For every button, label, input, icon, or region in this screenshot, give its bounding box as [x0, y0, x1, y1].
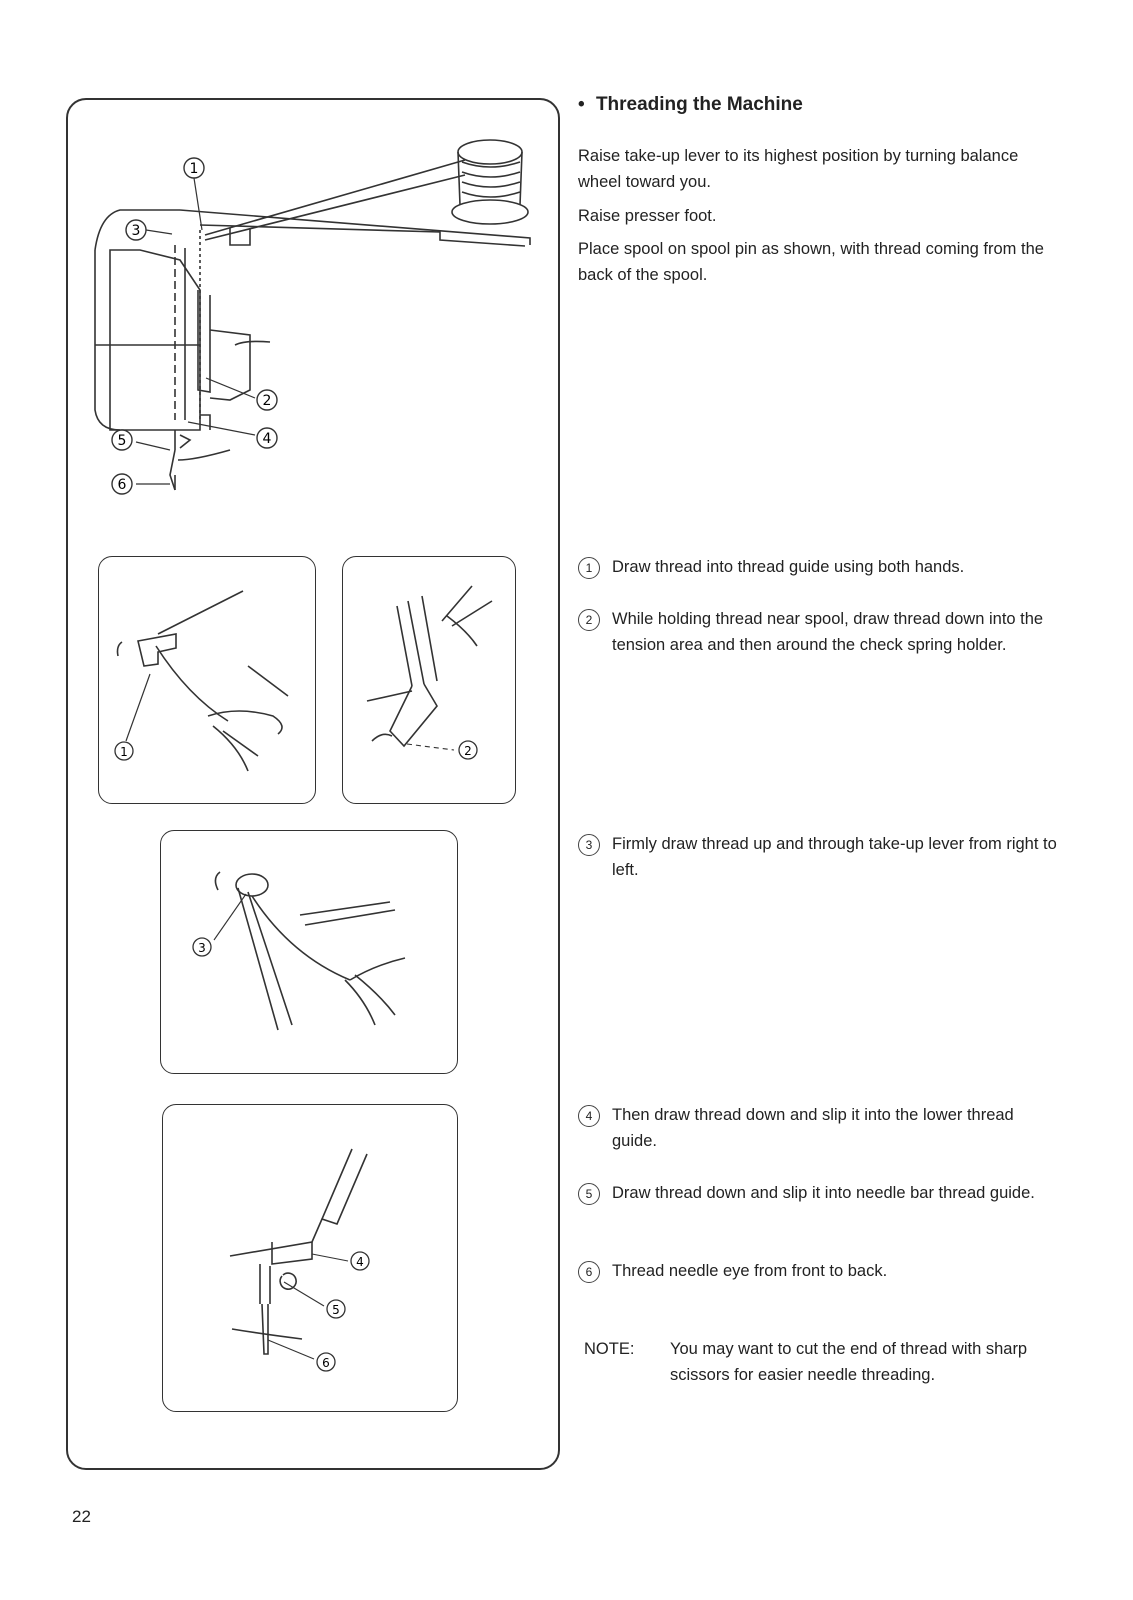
- intro-paragraph-1: Raise take-up lever to its highest position by turning balance wheel toward you.: [578, 147, 1019, 191]
- heading-title: Threading the Machine: [595, 94, 803, 115]
- step-6-number: 6: [578, 1261, 600, 1283]
- step-5-text: Draw thread down and slip it into needle bar thread guide.: [612, 1184, 1035, 1202]
- callout-5-circle: [112, 430, 132, 450]
- detail1-callout: 1: [120, 745, 128, 759]
- step-4-number: 4: [578, 1105, 600, 1127]
- detail4-callout-4: 4: [356, 1255, 364, 1269]
- section-heading: [578, 94, 803, 116]
- take-up-lever-detail-illustration: [160, 830, 456, 1072]
- note-block: [584, 1336, 1064, 1388]
- step-3-number: 3: [578, 834, 600, 856]
- step-2-text: While holding thread near spool, draw thread down into the tension area and then around the check spring holder.: [612, 610, 1044, 654]
- step-5: [578, 1180, 1058, 1206]
- thread-guide-detail-illustration: [98, 556, 314, 802]
- intro-paragraph-2: Raise presser foot.: [578, 207, 717, 225]
- step-3: [578, 831, 1058, 883]
- callout-1: 1: [189, 161, 199, 177]
- intro-paragraph-3: Place spool on spool pin as shown, with thread coming from the back of the spool.: [578, 240, 1044, 284]
- step-4-text: Then draw thread down and slip it into the lower thread guide.: [612, 1106, 1014, 1150]
- step-6-text: Thread needle eye from front to back.: [612, 1262, 888, 1280]
- detail3-callout: 3: [198, 941, 206, 955]
- step-4: [578, 1102, 1058, 1154]
- tension-detail-illustration: [342, 556, 514, 802]
- step-6: [578, 1258, 1058, 1284]
- step-5-number: 5: [578, 1183, 600, 1205]
- callout-6: 6: [117, 477, 127, 493]
- callout-2-circle: [257, 390, 277, 410]
- needle-detail-illustration: [162, 1104, 456, 1410]
- step-3-text: Firmly draw thread up and through take-up lever from right to left.: [612, 835, 1057, 879]
- callout-3: 3: [131, 223, 141, 239]
- detail4-callout-5: 5: [332, 1303, 340, 1317]
- callout-5: 5: [117, 433, 127, 449]
- callout-3-circle: [126, 220, 146, 240]
- heading-bullet: •: [578, 94, 585, 115]
- callout-6-circle: [112, 474, 132, 494]
- step-1: [578, 554, 1058, 580]
- step-2: [578, 606, 1058, 658]
- callout-4-circle: [257, 428, 277, 448]
- step-1-text: Draw thread into thread guide using both hands.: [612, 558, 965, 576]
- machine-threading-illustration: [80, 130, 560, 530]
- callout-4: 4: [262, 431, 272, 447]
- detail4-callout-6: 6: [322, 1356, 330, 1370]
- step-2-number: 2: [578, 609, 600, 631]
- callout-2: 2: [262, 393, 272, 409]
- note-label: NOTE:: [584, 1340, 635, 1358]
- detail2-callout: 2: [464, 744, 472, 758]
- main-callouts: [112, 158, 277, 494]
- note-text: You may want to cut the end of thread with sharp scissors for easier needle threading.: [670, 1340, 1028, 1384]
- step-1-number: 1: [578, 557, 600, 579]
- callout-1-circle: [184, 158, 204, 178]
- page-number: 22: [72, 1507, 91, 1526]
